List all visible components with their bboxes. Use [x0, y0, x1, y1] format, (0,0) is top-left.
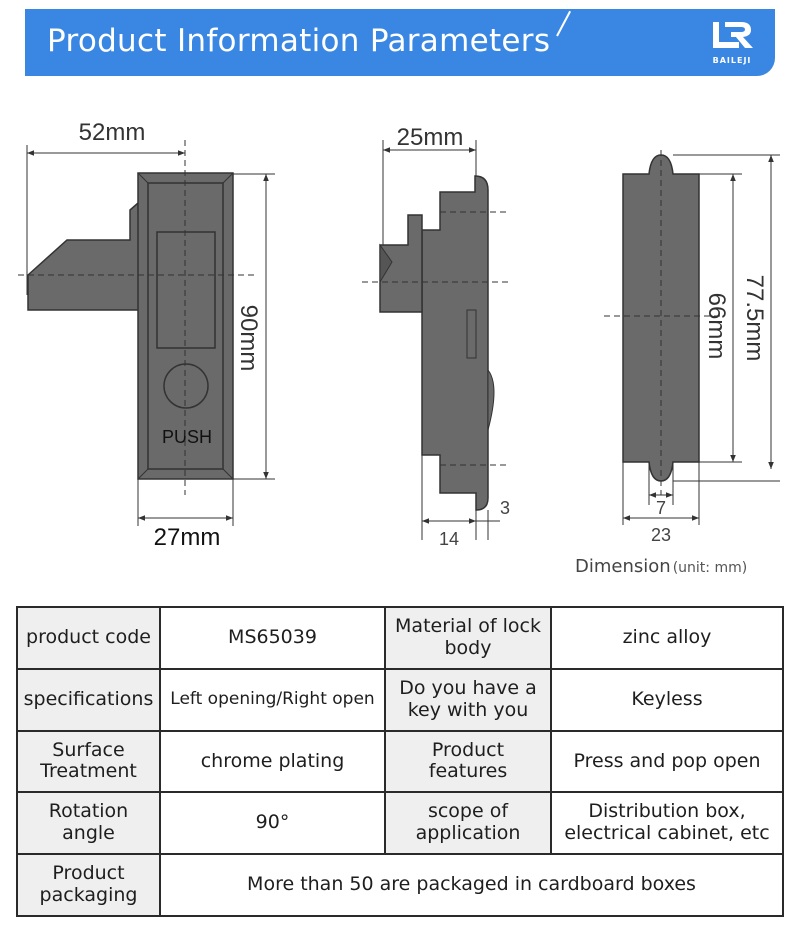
push-label: PUSH: [161, 427, 213, 447]
dim-23-label: 23: [650, 525, 672, 545]
spec-value: Keyless: [551, 669, 783, 731]
table-row: [17, 607, 783, 669]
spec-value: Left opening/Right open: [160, 669, 385, 731]
page-title: Product Information Parameters: [47, 23, 551, 59]
back-view: [604, 150, 780, 545]
spec-label: Do you have a key with you: [385, 669, 551, 731]
spec-label: specifications: [17, 669, 160, 731]
title-slash-decoration: [556, 11, 571, 37]
spec-value: MS65039: [160, 607, 385, 669]
spec-label: Product features: [385, 731, 551, 793]
front-view: [18, 119, 275, 551]
height-77-label: 77.5mm: [741, 274, 768, 362]
side-view: [362, 124, 510, 549]
spec-value: chrome plating: [160, 731, 385, 793]
spec-value: Press and pop open: [551, 731, 783, 793]
table-row: [17, 792, 783, 854]
table-row: [17, 854, 783, 916]
dimension-caption-label: Dimension: [575, 556, 671, 577]
spec-label: Surface Treatment: [17, 731, 160, 793]
spec-value: More than 50 are packaged in cardboard boxes: [160, 854, 783, 916]
spec-value: Distribution box, electrical cabinet, etc: [551, 792, 783, 854]
spec-label: Rotation angle: [17, 792, 160, 854]
dimension-caption: [575, 556, 747, 577]
dim-3-label: 3: [499, 498, 511, 518]
brand-logo-icon: [701, 18, 763, 58]
spec-value: zinc alloy: [551, 607, 783, 669]
table-row: [17, 669, 783, 731]
dimension-drawing: [0, 95, 800, 555]
width-25-label: 25mm: [396, 124, 464, 151]
header-banner: [25, 9, 775, 76]
dim-14-label: 14: [438, 529, 460, 549]
spec-label: Material of lock body: [385, 607, 551, 669]
table-row: [17, 731, 783, 793]
spec-label: Product packaging: [17, 854, 160, 916]
dim-7-label: 7: [655, 498, 667, 518]
height-90-label: 90mm: [235, 304, 262, 372]
brand-logo: [701, 18, 763, 70]
height-66-label: 66mm: [703, 292, 730, 360]
width-27-label: 27mm: [153, 524, 221, 551]
specs-table: [16, 606, 784, 917]
spec-value: 90°: [160, 792, 385, 854]
brand-name: BAILEJI: [712, 56, 752, 65]
spec-label: product code: [17, 607, 160, 669]
width-52-label: 52mm: [78, 119, 146, 146]
spec-label: scope of application: [385, 792, 551, 854]
dimension-caption-unit: (unit: mm): [672, 560, 748, 576]
